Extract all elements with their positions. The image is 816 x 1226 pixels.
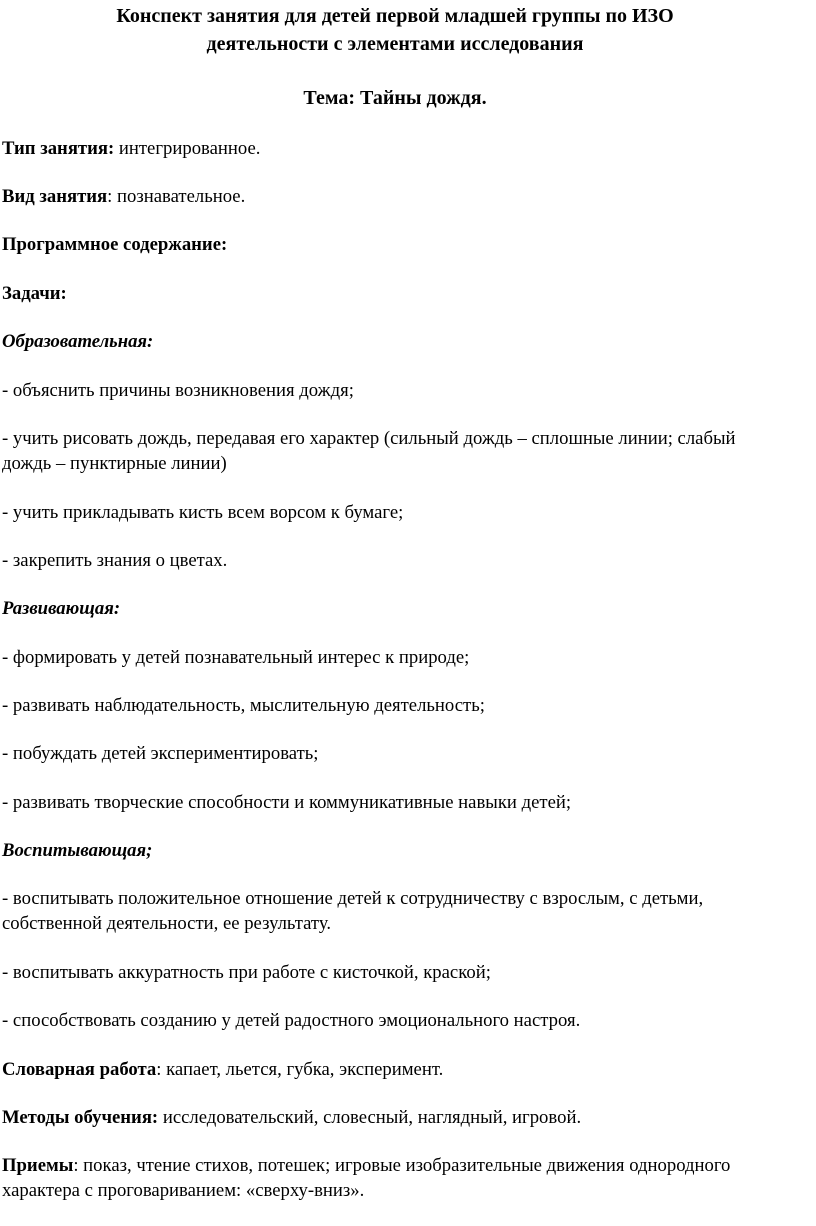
lesson-type-value: интегрированное. [114,138,261,159]
educational-item-3: - учить прикладывать кисть всем ворсом к бумаге; [2,502,404,523]
techniques-label: Приемы [2,1155,74,1176]
developing-heading [2,596,788,621]
vocabulary-label: Словарная работа [2,1059,157,1080]
educational-heading-text: Образовательная: [2,331,154,352]
developing-item-3: - побуждать детей экспериментировать; [2,743,319,764]
developing-item-2: - развивать наблюдательность, мыслительную деятельность; [2,695,485,716]
program-content-heading [2,232,788,257]
vocabulary-work [2,1057,788,1082]
tasks-heading [2,281,788,306]
lesson-type [2,136,788,161]
techniques-value: : показ, чтение стихов, потешек; игровые изобразительные движения однородного характера с проговариванием: «сверху-вниз». [2,1155,731,1201]
tasks-text: Задачи: [2,283,67,304]
lesson-kind [2,184,788,209]
upbringing-item-1: - воспитывать положительное отношение детей к сотрудничеству с взрослым, с детьми, собственной деятельности, ее результату. [2,888,704,934]
upbringing-heading [2,838,788,863]
methods-value: исследовательский, словесный, наглядный, игровой. [158,1107,582,1128]
educational-item-1: - объяснить причины возникновения дождя; [2,380,354,401]
upbringing-heading-text: Воспитывающая; [2,840,153,861]
document-title [2,0,788,58]
program-content-text: Программное содержание: [2,234,228,255]
lesson-type-label: Тип занятия: [2,138,115,159]
educational-item-2: - учить рисовать дождь, передавая его характер (сильный дождь – сплошные линии; слабый дождь – пунктирные линии) [2,428,736,474]
lesson-topic: Тема: Тайны дождя. [303,87,487,109]
developing-heading-text: Развивающая: [2,598,121,619]
developing-item-1: - формировать у детей познавательный интерес к природе; [2,647,470,668]
upbringing-item-2: - воспитывать аккуратность при работе с кисточкой, краской; [2,962,491,983]
lesson-kind-value: : познавательное. [107,186,246,207]
educational-item-4: - закрепить знания о цветах. [2,550,228,571]
techniques [2,1153,788,1203]
developing-item-4: - развивать творческие способности и коммуникативные навыки детей; [2,792,572,813]
vocabulary-value: : капает, льется, губка, эксперимент. [156,1059,444,1080]
teaching-methods [2,1105,788,1130]
upbringing-item-3: - способствовать созданию у детей радостного эмоционального настроя. [2,1010,581,1031]
educational-heading [2,329,788,354]
title-line-2: деятельности с элементами исследования [206,33,584,55]
title-line-1: Конспект занятия для детей первой младшей группы по ИЗО [116,5,674,27]
lesson-kind-label: Вид занятия [2,186,108,207]
methods-label: Методы обучения: [2,1107,159,1128]
